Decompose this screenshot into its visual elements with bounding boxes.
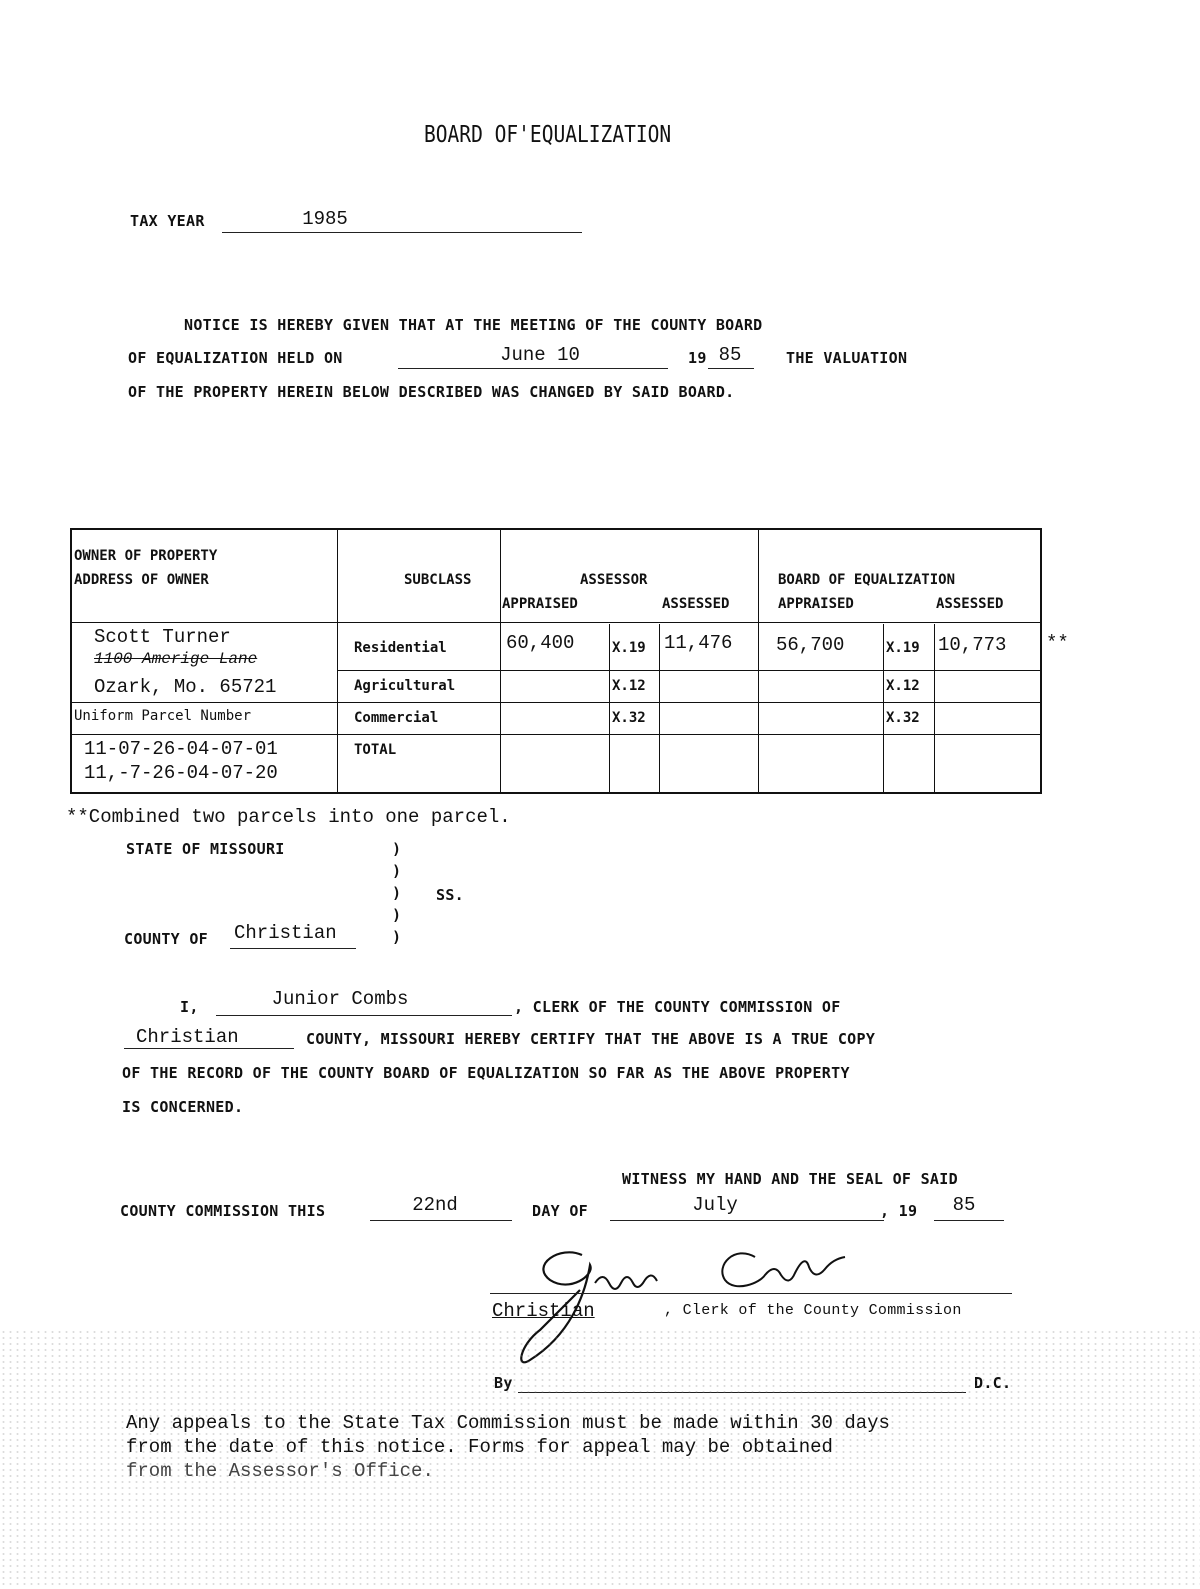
boe-header: BOARD OF EQUALIZATION (778, 572, 956, 588)
subclass-residential: Residential (354, 640, 447, 656)
boe-rate-commercial: X.32 (886, 710, 920, 726)
meeting-year-prefix: 19 (688, 349, 707, 367)
tax-year-label: TAX YEAR (130, 212, 205, 230)
footnote: **Combined two parcels into one parcel. (66, 806, 511, 828)
cert-line-4: IS CONCERNED. (122, 1098, 244, 1116)
combined-marker: ** (1046, 632, 1069, 654)
parcel-number-1: 11-07-26-04-07-01 (84, 738, 278, 760)
clerk-name: Junior Combs (271, 988, 409, 1010)
notice-line-1: NOTICE IS HEREBY GIVEN THAT AT THE MEETING OF THE COUNTY BOARD (184, 316, 763, 334)
cert-i-label: I, (180, 998, 199, 1016)
boe-rate-residential: X.19 (886, 640, 920, 656)
rate-commercial: X.32 (612, 710, 646, 726)
appeals-line-2: from the date of this notice. Forms for appeal may be obtained (126, 1436, 833, 1458)
cert-line-3: OF THE RECORD OF THE COUNTY BOARD OF EQUALIZATION SO FAR AS THE ABOVE PROPERTY (122, 1064, 850, 1082)
notice-line-3: OF THE PROPERTY HEREIN BELOW DESCRIBED WAS CHANGED BY SAID BOARD. (128, 383, 735, 401)
by-label: By (494, 1374, 513, 1392)
appeals-line-3: from the Assessor's Office. (126, 1460, 434, 1482)
witness-prefix: COUNTY COMMISSION THIS (120, 1202, 326, 1220)
subclass-commercial: Commercial (354, 710, 439, 726)
witness-line-1: WITNESS MY HAND AND THE SEAL OF SAID (622, 1170, 958, 1188)
rate-agricultural: X.12 (612, 678, 646, 694)
witness-year: 85 (952, 1194, 976, 1216)
notice-line-2-suffix: THE VALUATION (786, 349, 908, 367)
boe-assessed-residential: 10,773 (938, 634, 1007, 656)
witness-month: July (692, 1194, 738, 1216)
rate-residential: X.19 (612, 640, 646, 656)
valuation-table (70, 528, 1042, 794)
assessor-header: ASSESSOR (580, 572, 648, 588)
cert-line-1-suffix: , CLERK OF THE COUNTY COMMISSION OF (514, 998, 841, 1016)
paren-2: ) (392, 862, 402, 880)
ss-label: SS. (436, 886, 464, 904)
paren-3: ) (392, 884, 402, 902)
dc-label: D.C. (974, 1374, 1012, 1392)
signature-title: , Clerk of the County Commission (664, 1302, 962, 1319)
parcel-number-2: 11,-7-26-04-07-20 (84, 762, 278, 784)
address-header: ADDRESS OF OWNER (74, 572, 209, 588)
cert-county: Christian (136, 1026, 239, 1048)
paren-1: ) (392, 840, 402, 858)
paren-5: ) (392, 928, 402, 946)
witness-day-of: DAY OF (532, 1202, 588, 1220)
owner-header: OWNER OF PROPERTY (74, 548, 218, 564)
owner-street: 1100 Amerige Lane (94, 650, 258, 668)
assessor-assessed-header: ASSESSED (662, 596, 730, 612)
boe-appraised-header: APPRAISED (778, 596, 854, 612)
parcel-number-label: Uniform Parcel Number (74, 708, 252, 724)
assessor-appraised-residential: 60,400 (506, 632, 575, 654)
boe-appraised-residential: 56,700 (776, 634, 845, 656)
county-value: Christian (234, 922, 337, 944)
witness-year-prefix: , 19 (880, 1202, 918, 1220)
appeals-line-1: Any appeals to the State Tax Commission must be made within 30 days (126, 1412, 890, 1434)
document-title: BOARD OF'EQUALIZATION (424, 122, 672, 148)
subclass-total: TOTAL (354, 742, 397, 758)
subclass-header: SUBCLASS (404, 572, 472, 588)
state-label: STATE OF MISSOURI (126, 840, 285, 858)
boe-assessed-header: ASSESSED (936, 596, 1004, 612)
notice-line-2-prefix: OF EQUALIZATION HELD ON (128, 349, 343, 367)
subclass-agricultural: Agricultural (354, 678, 456, 694)
owner-name: Scott Turner (94, 626, 231, 648)
paren-4: ) (392, 906, 402, 924)
signature-county: Christian (492, 1300, 595, 1322)
tax-year-value: 1985 (302, 208, 348, 230)
witness-day: 22nd (412, 1194, 458, 1216)
assessor-assessed-residential: 11,476 (664, 632, 733, 654)
boe-rate-agricultural: X.12 (886, 678, 920, 694)
county-label: COUNTY OF (124, 930, 208, 948)
meeting-date: June 10 (500, 344, 580, 366)
meeting-year: 85 (718, 344, 742, 366)
assessor-appraised-header: APPRAISED (502, 596, 578, 612)
owner-city: Ozark, Mo. 65721 (94, 676, 277, 698)
cert-line-2-suffix: COUNTY, MISSOURI HEREBY CERTIFY THAT THE ABOVE IS A TRUE COPY (306, 1030, 876, 1048)
